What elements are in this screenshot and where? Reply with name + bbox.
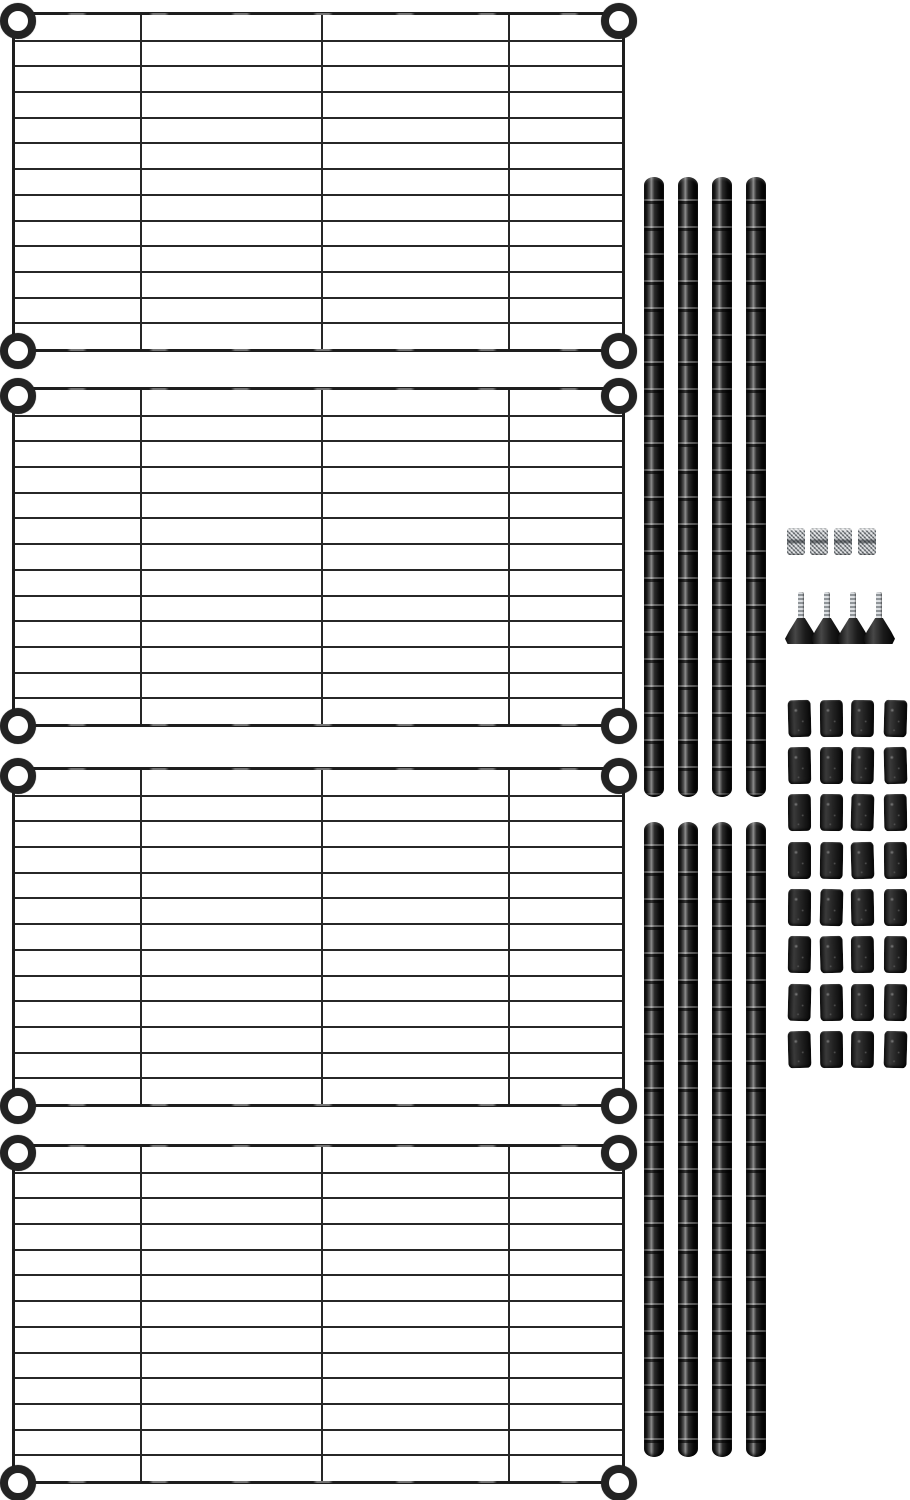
corner-collar xyxy=(0,3,36,39)
shelf-wire-horizontal xyxy=(15,795,622,797)
shelf-wire-horizontal xyxy=(15,168,622,170)
shelf-wire-horizontal xyxy=(15,897,622,899)
corner-collar xyxy=(601,758,637,794)
shelf-wire-horizontal xyxy=(15,846,622,848)
pole-lower-1 xyxy=(644,822,664,1457)
shelf-wire-horizontal xyxy=(15,1274,622,1276)
corner-collar xyxy=(0,758,36,794)
shelf-wire-horizontal xyxy=(15,297,622,299)
shelf-sleeve xyxy=(820,1031,843,1068)
shelf-sleeve xyxy=(788,700,812,738)
shelf-wire-horizontal xyxy=(15,65,622,67)
shelf-sleeve xyxy=(820,794,843,831)
shelf-grid xyxy=(12,387,625,727)
shelf-wire-horizontal xyxy=(15,322,622,324)
corner-collar xyxy=(601,1465,637,1500)
shelf-wire-horizontal xyxy=(15,1077,622,1079)
corner-collar xyxy=(0,708,36,744)
shelf-sleeve xyxy=(788,889,811,926)
shelf-sleeve xyxy=(820,984,844,1021)
threaded-insert-1 xyxy=(787,528,805,555)
frame-highlight xyxy=(33,723,604,726)
shelf-wire-horizontal xyxy=(15,40,622,42)
shelf-wire-horizontal xyxy=(15,1000,622,1002)
shelf-sleeve xyxy=(820,842,844,879)
shelf-sleeve xyxy=(820,936,844,974)
pole-upper-1 xyxy=(644,177,664,797)
shelf-wire-horizontal xyxy=(15,697,622,699)
shelf-sleeve xyxy=(884,842,907,879)
shelf-wire-horizontal xyxy=(15,949,622,951)
foot-stem xyxy=(876,592,882,620)
shelf-wire-horizontal xyxy=(15,271,622,273)
shelf-sleeve xyxy=(851,889,875,926)
shelf-sleeve xyxy=(884,1031,908,1069)
shelf-grid xyxy=(12,12,625,352)
shelf-wire-horizontal xyxy=(15,1403,622,1405)
corner-collar xyxy=(0,378,36,414)
shelf-sleeve xyxy=(851,842,875,880)
shelf-grid xyxy=(12,767,625,1107)
corner-collar xyxy=(0,1135,36,1171)
shelf-wire-horizontal xyxy=(15,543,622,545)
shelf-wire-horizontal xyxy=(15,415,622,417)
shelf-wire-horizontal xyxy=(15,517,622,519)
shelf-wire-horizontal xyxy=(15,492,622,494)
shelf-wire-horizontal xyxy=(15,975,622,977)
shelf-wire-horizontal xyxy=(15,1352,622,1354)
frame-highlight xyxy=(33,348,604,351)
wire-shelf-4 xyxy=(5,1135,632,1497)
shelf-sleeve xyxy=(884,889,907,926)
frame-highlight xyxy=(33,1480,604,1483)
threaded-insert-4 xyxy=(858,528,876,555)
shelf-wire-horizontal xyxy=(15,1026,622,1028)
shelf-wire-horizontal xyxy=(15,440,622,442)
shelf-sleeve xyxy=(851,1031,874,1068)
shelf-grid xyxy=(12,1144,625,1484)
threaded-insert-2 xyxy=(810,528,828,555)
shelf-wire-horizontal xyxy=(15,245,622,247)
corner-collar xyxy=(0,1088,36,1124)
foot-stem xyxy=(798,592,804,620)
shelf-sleeve xyxy=(884,936,907,973)
shelf-sleeve xyxy=(851,794,875,832)
wire-shelf-2 xyxy=(5,378,632,740)
shelf-wire-horizontal xyxy=(15,620,622,622)
shelf-wire-horizontal xyxy=(15,1052,622,1054)
shelf-sleeve xyxy=(788,747,812,784)
shelf-wire-horizontal xyxy=(15,220,622,222)
shelf-wire-horizontal xyxy=(15,820,622,822)
pole-upper-4 xyxy=(746,177,766,797)
shelf-sleeve xyxy=(851,936,874,973)
foot-base xyxy=(863,618,895,644)
corner-collar xyxy=(601,1135,637,1171)
shelf-wire-horizontal xyxy=(15,1326,622,1328)
corner-collar xyxy=(601,333,637,369)
leveling-foot-4 xyxy=(863,592,895,644)
pole-lower-3 xyxy=(712,822,732,1457)
shelf-sleeve xyxy=(851,747,875,784)
shelf-wire-horizontal xyxy=(15,872,622,874)
shelf-sleeve xyxy=(884,747,908,785)
shelf-sleeve xyxy=(788,984,812,1022)
threaded-insert-3 xyxy=(834,528,852,555)
pole-lower-2 xyxy=(678,822,698,1457)
shelf-sleeve xyxy=(851,984,874,1021)
shelf-sleeve xyxy=(884,984,908,1021)
corner-collar xyxy=(0,1465,36,1500)
shelf-wire-horizontal xyxy=(15,1429,622,1431)
shelf-wire-horizontal xyxy=(15,1249,622,1251)
shelf-sleeve xyxy=(820,700,843,737)
shelf-wire-horizontal xyxy=(15,91,622,93)
shelf-sleeve xyxy=(788,1031,812,1069)
shelf-sleeve xyxy=(788,842,811,879)
shelf-wire-horizontal xyxy=(15,194,622,196)
corner-collar xyxy=(601,1088,637,1124)
shelf-sleeve xyxy=(884,794,908,831)
shelf-wire-horizontal xyxy=(15,1454,622,1456)
shelf-sleeve xyxy=(788,794,811,831)
frame-highlight xyxy=(33,1145,604,1148)
corner-collar xyxy=(601,708,637,744)
shelf-wire-horizontal xyxy=(15,142,622,144)
shelf-wire-horizontal xyxy=(15,595,622,597)
corner-collar xyxy=(601,378,637,414)
shelf-wire-horizontal xyxy=(15,923,622,925)
shelf-wire-horizontal xyxy=(15,1197,622,1199)
frame-highlight xyxy=(33,1103,604,1106)
frame-highlight xyxy=(33,768,604,771)
corner-collar xyxy=(601,3,637,39)
shelf-wire-horizontal xyxy=(15,1300,622,1302)
shelf-wire-horizontal xyxy=(15,672,622,674)
frame-highlight xyxy=(33,388,604,391)
shelf-wire-horizontal xyxy=(15,1377,622,1379)
foot-stem xyxy=(824,592,830,620)
wire-shelf-3 xyxy=(5,758,632,1120)
shelf-sleeve xyxy=(788,936,812,973)
shelf-wire-horizontal xyxy=(15,1223,622,1225)
shelf-sleeve xyxy=(851,700,874,737)
frame-highlight xyxy=(33,13,604,16)
pole-lower-4 xyxy=(746,822,766,1457)
shelf-sleeve xyxy=(820,747,843,784)
shelf-sleeve xyxy=(820,889,844,927)
foot-stem xyxy=(850,592,856,620)
pole-upper-3 xyxy=(712,177,732,797)
shelf-wire-horizontal xyxy=(15,646,622,648)
shelf-wire-horizontal xyxy=(15,117,622,119)
wire-shelf-1 xyxy=(5,3,632,365)
shelf-sleeve xyxy=(884,700,908,738)
corner-collar xyxy=(0,333,36,369)
pole-upper-2 xyxy=(678,177,698,797)
shelf-wire-horizontal xyxy=(15,466,622,468)
shelf-wire-horizontal xyxy=(15,1172,622,1174)
shelf-wire-horizontal xyxy=(15,569,622,571)
